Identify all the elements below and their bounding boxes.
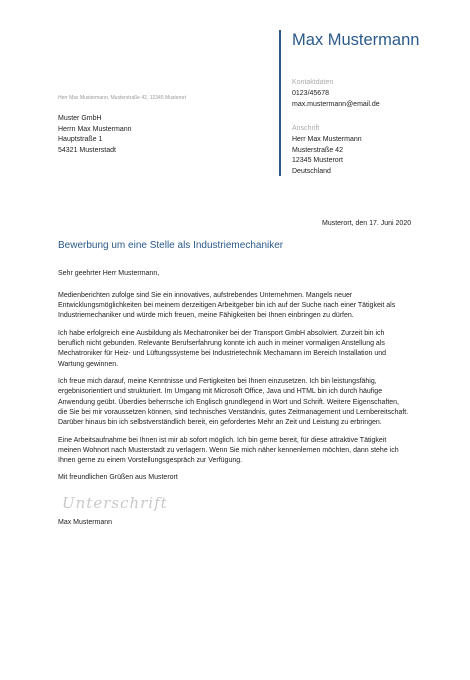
return-address: Herr Max Mustermann, Musterstraße 42, 12345 Musterort — [58, 95, 187, 101]
body-line: Industriemechaniker und würde mich freuen, meine Fähigkeiten bei Ihnen einbringen zu dürfen. — [58, 312, 354, 320]
contact-email: max.mustermann@email.de — [292, 100, 380, 108]
body-paragraph — [58, 436, 430, 467]
contact-phone: 0123/45678 — [292, 90, 329, 97]
body-line: meinen Wohnort nach Musterstadt zu verlagern. Wenn Sie mich näher kennenlernen möchten, dann stehe ich — [58, 446, 399, 454]
recipient-line: Hauptstraße 1 — [58, 136, 103, 143]
sender-address-line: Herr Max Mustermann — [292, 136, 362, 143]
sender-address-line: 12345 Musterort — [292, 157, 343, 164]
body-line: Medienberichten zufolge sind Sie ein innovatives, aufstrebendes Unternehmen. Mangels neuer — [58, 292, 353, 299]
body-line: Darüber hinaus bin ich selbstverständlich bereit, ein gefordertes Mehr an Zeit und Leistung zu erbringen. — [58, 419, 382, 427]
header-divider — [279, 30, 281, 176]
signer-name: Max Mustermann — [58, 519, 113, 526]
address-label: Anschrift — [292, 125, 320, 132]
body-paragraph — [58, 329, 430, 370]
body-line: Wartung gewinnen. — [58, 360, 119, 368]
sender-address-line: Musterstraße 42 — [292, 146, 343, 154]
recipient-line: 54321 Musterstadt — [58, 146, 116, 154]
body-line: Ich habe erfolgreich eine Ausbildung als Mechatroniker bei der Transport GmbH absolviert. Zurzeit bin ich — [58, 330, 385, 337]
sender-name: Max Mustermann — [292, 31, 420, 49]
contact-label: Kontaktdaten — [292, 79, 334, 86]
letter-subject: Bewerbung um eine Stelle als Industriemechaniker — [58, 240, 284, 251]
recipient-line: Muster GmbH — [58, 115, 102, 122]
sender-address-line: Deutschland — [292, 167, 331, 175]
body-line: Ihnen gerne zu einem Vorstellungsgespräch zur Verfügung. — [58, 457, 243, 465]
letter-body — [58, 291, 430, 474]
body-line: die Sie bei mir voraussetzen können, sind technisches Verständnis, gutes Zeitmanagement und Lernbereitschaft. — [58, 408, 409, 416]
sender-address — [292, 135, 362, 177]
signature: Unterschrift — [62, 494, 168, 512]
body-line: Ich freue mich darauf, meine Kenntnisse und Fertigkeiten bei Ihnen einzusetzen. Ich bin leistungsfähig, — [58, 378, 377, 386]
recipient-line: Herrn Max Mustermann — [58, 125, 132, 133]
body-line: ergebnisorientiert und strukturiert. Im Umgang mit Microsoft Office, Java und HTML bin ich durch häufige — [58, 388, 383, 396]
recipient-address — [58, 114, 132, 156]
closing-phrase: Mit freundlichen Grüßen aus Musterort — [58, 474, 178, 481]
body-line: beruflich nicht gebunden. Relevante Berufserfahrung konnte ich auch in meiner vormaligen Anstellung als — [58, 340, 385, 348]
body-line: Eine Arbeitsaufnahme bei Ihnen ist mir ab sofort möglich. Ich bin gerne bereit, für diese attraktive Tätigkeit — [58, 436, 387, 444]
body-line: Mechatroniker für Heiz- und Lüftungssysteme bei Industrietechnik Mechamann im Bereich Installation und — [58, 350, 386, 358]
letter-date: Musterort, den 17. Juni 2020 — [322, 220, 412, 227]
body-paragraph — [58, 291, 430, 322]
salutation: Sehr geehrter Herr Mustermann, — [58, 270, 160, 277]
body-line: Entwicklungsmöglichkeiten bei meinem derzeitigen Arbeitgeber bin ich auf der Suche nach einer Tätigkeit als — [58, 302, 396, 310]
body-paragraph — [58, 377, 430, 428]
body-line: Anwendung geübt. Überdies beherrsche ich Englisch grundlegend in Wort und Schrift. Weitere Eigenschaften, — [58, 398, 400, 406]
